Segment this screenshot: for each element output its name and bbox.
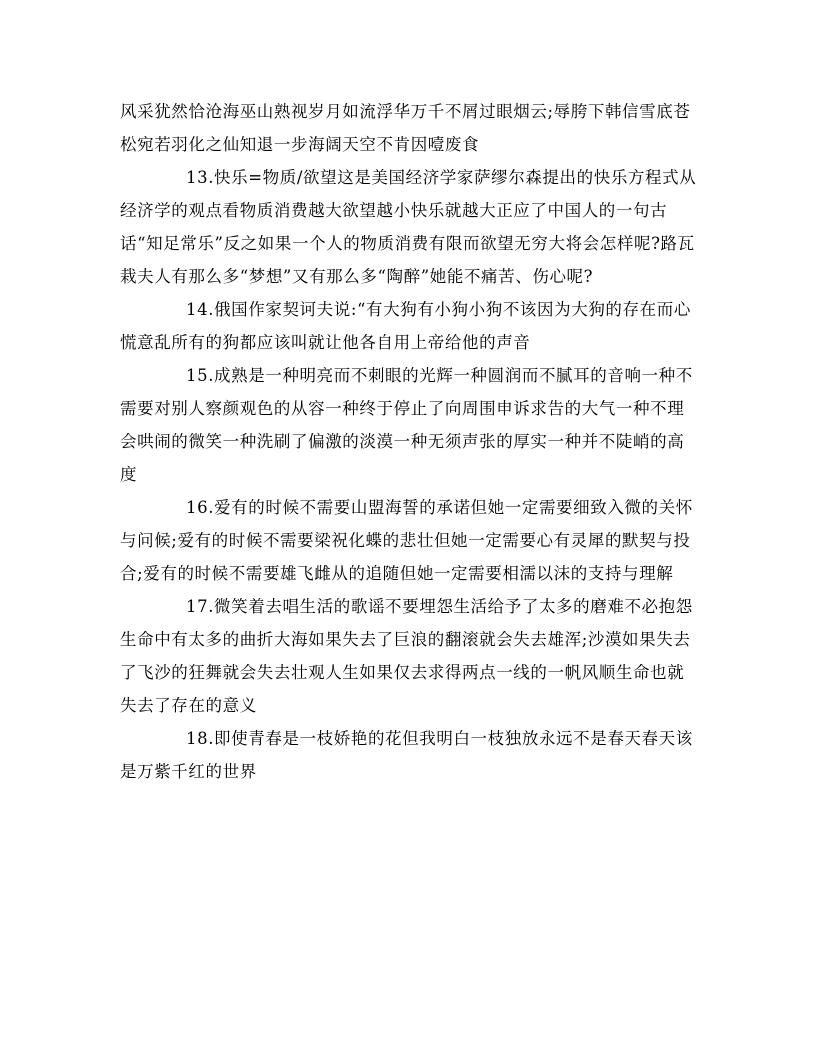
- paragraph-1-text: 风采犹然恰沧海巫山熟视岁月如流浮华万千不屑过眼烟云;辱胯下韩信雪底苍松宛若羽化之仙知退一步海阔天空不肯因噎废食: [120, 102, 691, 154]
- paragraph-15-text: 15.成熟是一种明亮而不刺眼的光辉一种圆润而不腻耳的音响一种不需要对别人察颜观色的从容一种终于停止了向周围申诉求告的大气一种不理会哄闹的微笑一种洗刷了偏激的淡漠一种无须声张的厚实一种并不陡峭的高度: [120, 366, 693, 484]
- paragraph-13-text: 13.快乐=物质/欲望这是美国经济学家萨缪尔森提出的快乐方程式从经济学的观点看物质消费越大欲望越小快乐就越大正应了中国人的一句古话“知足常乐”反之如果一个人的物质消费有限而欲望无穷大将会怎样呢?路瓦栽夫人有那么多“梦想”又有那么多“陶醉”她能不痛苦、伤心呢?: [120, 168, 697, 286]
- paragraph-17: [120, 590, 700, 722]
- paragraph-16-text: 16.爱有的时候不需要山盟海誓的承诺但她一定需要细致入微的关怀与问候;爱有的时候不需要梁祝化蝶的悲壮但她一定需要心有灵犀的默契与投合;爱有的时候不需要雄飞雌从的追随但她一定需要相濡以沫的支持与理解: [120, 498, 693, 583]
- paragraph-17-text: 17.微笑着去唱生活的歌谣不要埋怨生活给予了太多的磨难不必抱怨生命中有太多的曲折大海如果失去了巨浪的翻滚就会失去雄浑;沙漠如果失去了飞沙的狂舞就会失去壮观人生如果仅去求得两点一线的一帆风顺生命也就失去了存在的意义: [120, 597, 693, 715]
- paragraph-16: [120, 491, 700, 590]
- document-body: [120, 95, 700, 788]
- paragraph-14-text: 14.俄国作家契诃夫说:“有大狗有小狗小狗不该因为大狗的存在而心慌意乱所有的狗都应该叫就让他各自用上帝给他的声音: [120, 300, 691, 352]
- paragraph-18-text: 18.即使青春是一枝娇艳的花但我明白一枝独放永远不是春天春天该是万紫千红的世界: [120, 729, 693, 781]
- paragraph-15: [120, 359, 700, 491]
- paragraph-14: [120, 293, 700, 359]
- paragraph-18: [120, 722, 700, 788]
- paragraph-13: [120, 161, 700, 293]
- paragraph-1: [120, 95, 700, 161]
